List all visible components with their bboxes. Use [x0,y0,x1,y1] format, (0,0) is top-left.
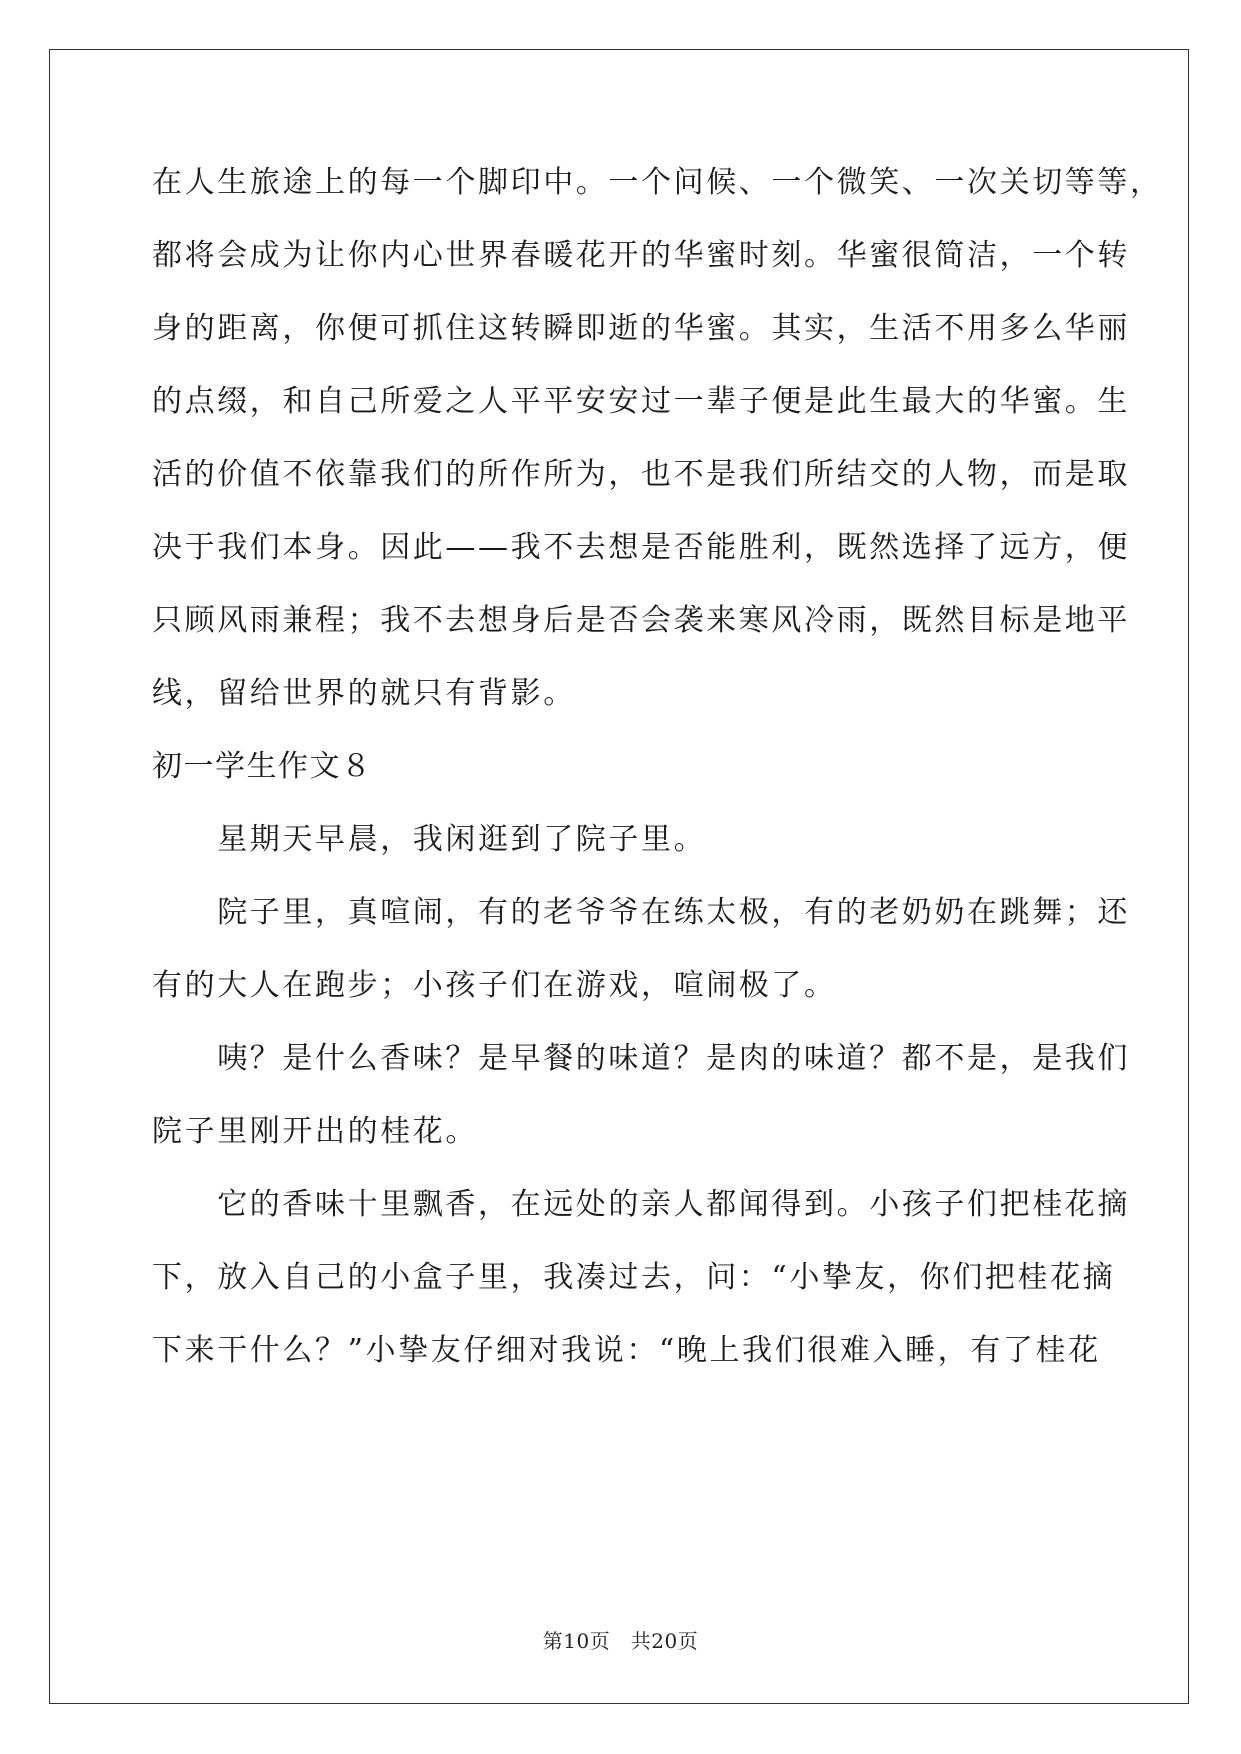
body-line: 身的距离，你便可抓住这转瞬即逝的华蜜。其实，生活不用多么华丽 [152,311,1130,346]
body-line: 活的价值不依靠我们的所作所为，也不是我们所结交的人物，而是取 [152,457,1130,492]
page-total: 共20页 [630,1629,699,1653]
body-line: 咦？是什么香味？是早餐的味道？是肉的味道？都不是，是我们 [152,1041,1130,1076]
page-number: 第10页 [542,1629,611,1653]
body-line: 只顾风雨兼程；我不去想身后是否会袭来寒风冷雨，既然目标是地平 [152,603,1130,638]
body-line: 院子里，真喧闹，有的老爷爷在练太极，有的老奶奶在跳舞；还 [152,895,1130,930]
body-line: 院子里刚开出的桂花。 [152,1114,478,1149]
body-line: 有的大人在跑步；小孩子们在游戏，喧闹极了。 [152,968,837,1003]
body-line: 它的香味十里飘香，在远处的亲人都闻得到。小孩子们把桂花摘 [152,1187,1130,1222]
body-line: 下，放入自己的小盒子里，我凑过去，问：“小挚友，你们把桂花摘 [152,1260,1116,1295]
page-border [49,49,1189,1704]
body-line: 都将会成为让你内心世界春暖花开的华蜜时刻。华蜜很简洁，一个转 [152,238,1130,273]
section-heading: 初一学生作文８ [152,749,373,784]
body-line: 在人生旅途上的每一个脚印中。一个问候、一个微笑、一次关切等等， [152,165,1163,200]
body-line: 下来干什么？”小挚友仔细对我说：“晚上我们很难入睡，有了桂花 [152,1333,1101,1368]
page-footer [0,1629,1241,1653]
body-line: 决于我们本身。因此——我不去想是否能胜利，既然选择了远方，便 [152,530,1130,565]
body-line: 线，留给世界的就只有背影。 [152,676,576,711]
body-line: 的点缀，和自己所爱之人平平安安过一辈子便是此生最大的华蜜。生 [152,384,1130,419]
body-line: 星期天早晨，我闲逛到了院子里。 [152,822,707,857]
